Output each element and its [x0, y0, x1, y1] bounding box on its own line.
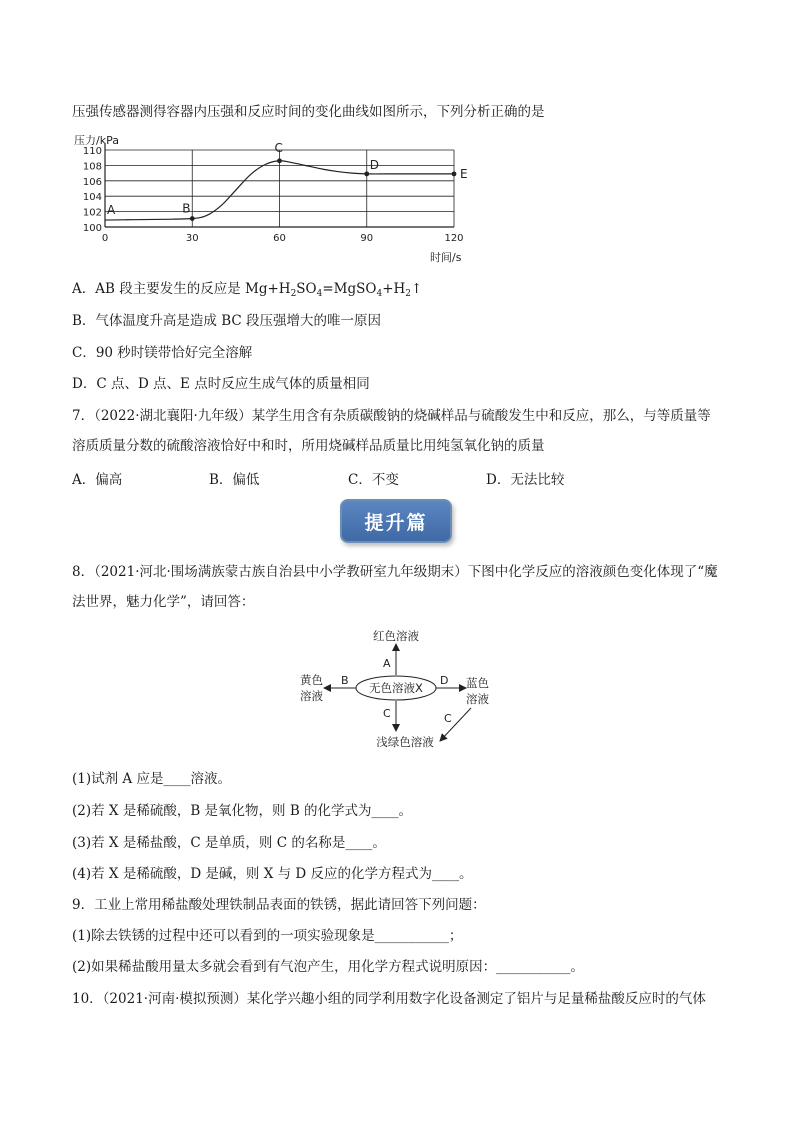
section-banner [340, 499, 452, 543]
x-tick-label-120: 120 [444, 233, 464, 244]
point-label-E: E [460, 166, 468, 181]
arrow-label-d: D [440, 674, 449, 687]
arrow-label-a: A [383, 657, 391, 670]
x-tick-label-60: 60 [273, 233, 286, 244]
x-tick-label-90: 90 [360, 233, 374, 244]
chart-y-axis-label: 压力/kPa [74, 134, 119, 147]
top-solution-label: 红色溶液 [373, 629, 419, 643]
q6-option-b: B．气体温度升高是造成 BC 段压强增大的唯一原因 [72, 313, 382, 329]
q7-stem-line1: 7．（2022·湖北襄阳·九年级）某学生用含有杂质碳酸钠的烧碱样品与硫酸发生中和反应，那么，与等质量等 [72, 408, 711, 424]
arrow-label-c2: C [444, 712, 452, 725]
y-tick-label-108: 108 [82, 161, 102, 173]
q7-stem-line2: 溶质质量分数的硫酸溶液恰好中和时，所用烧碱样品质量比用纯氢氧化钠的质量 [72, 438, 545, 454]
point-E [452, 171, 457, 176]
y-tick-label-100: 100 [82, 223, 102, 234]
arrow-label-b: B [341, 674, 349, 687]
y-tick-label-102: 102 [82, 207, 102, 219]
y-tick-label-106: 106 [82, 176, 102, 188]
chart-x-axis-label: 时间/s [430, 251, 462, 264]
q9-sub1: (1)除去铁锈的过程中还可以看到的一项实验现象是___________； [72, 928, 463, 944]
q6-stem: 压强传感器测得容器内压强和反应时间的变化曲线如图所示，下列分析正确的是 [72, 104, 545, 120]
q8-sub3: (3)若 X 是稀盐酸，C 是单质，则 C 的名称是____。 [72, 835, 386, 851]
q6-option-d: D．C 点、D 点、E 点时反应生成气体的质量相同 [72, 376, 370, 392]
y-tick-label-110: 110 [82, 146, 102, 157]
q8-sub4: (4)若 X 是稀硫酸，D 是碱，则 X 与 D 反应的化学方程式为____。 [72, 866, 473, 882]
center-solution-label: 无色溶液X [369, 681, 423, 695]
reaction-color-diagram [290, 628, 520, 753]
q6-option-a: A．AB 段主要发生的反应是 $Mg+H_2SO_4=MgSO_4+H_2↑$ [72, 281, 423, 299]
q7-choice-d: D．无法比较 [486, 472, 565, 488]
point-B [190, 216, 195, 221]
point-label-B: B [182, 201, 191, 216]
bottom-solution-label: 浅绿色溶液 [376, 735, 434, 749]
arrow-label-c: C [383, 707, 391, 720]
q7-choice-b: B．偏低 [209, 472, 260, 488]
q9-stem: 9．工业上常用稀盐酸处理铁制品表面的铁锈，据此请回答下列问题： [72, 897, 486, 913]
x-tick-label-30: 30 [185, 233, 199, 244]
q10-stem-line1: 10．（2021·河南·模拟预测）某化学兴趣小组的同学利用数字化设备测定了铝片与足量稀盐酸反应时的气体 [72, 991, 706, 1007]
left-solution-label-2: 溶液 [300, 689, 323, 703]
left-solution-label-1: 黄色 [300, 673, 323, 687]
point-label-A: A [107, 203, 116, 218]
point-label-D: D [369, 157, 379, 172]
x-tick-label-0: 0 [101, 233, 109, 244]
q6-option-c: C．90 秒时镁带恰好完全溶解 [72, 345, 253, 361]
q8-stem-line2: 法世界，魅力化学”，请回答： [72, 594, 255, 610]
q7-choice-a: A．偏高 [72, 472, 123, 488]
right-solution-label-2: 溶液 [466, 692, 489, 706]
right-solution-label-1: 蓝色 [466, 676, 489, 690]
point-D [364, 171, 369, 176]
pressure-time-chart [70, 130, 490, 270]
q9-sub2: (2)如果稀盐酸用量太多就会看到有气泡产生，用化学方程式说明原因：___________。 [72, 959, 584, 975]
point-C [277, 158, 282, 163]
section-banner-label: 提升篇 [364, 511, 428, 534]
q7-choice-c: C．不变 [348, 472, 399, 488]
chart-tick-labels [83, 146, 464, 244]
y-tick-label-104: 104 [82, 192, 102, 204]
q8-sub1: (1)试剂 A 应是____溶液。 [72, 771, 231, 787]
q8-stem-line1: 8．（2021·河北·围场满族蒙古族自治县中小学教研室九年级期末）下图中化学反应的溶液颜色变化体现了“魔 [72, 564, 718, 580]
point-label-C: C [274, 140, 283, 155]
q8-sub2: (2)若 X 是稀硫酸，B 是氧化物，则 B 的化学式为____。 [72, 803, 413, 819]
